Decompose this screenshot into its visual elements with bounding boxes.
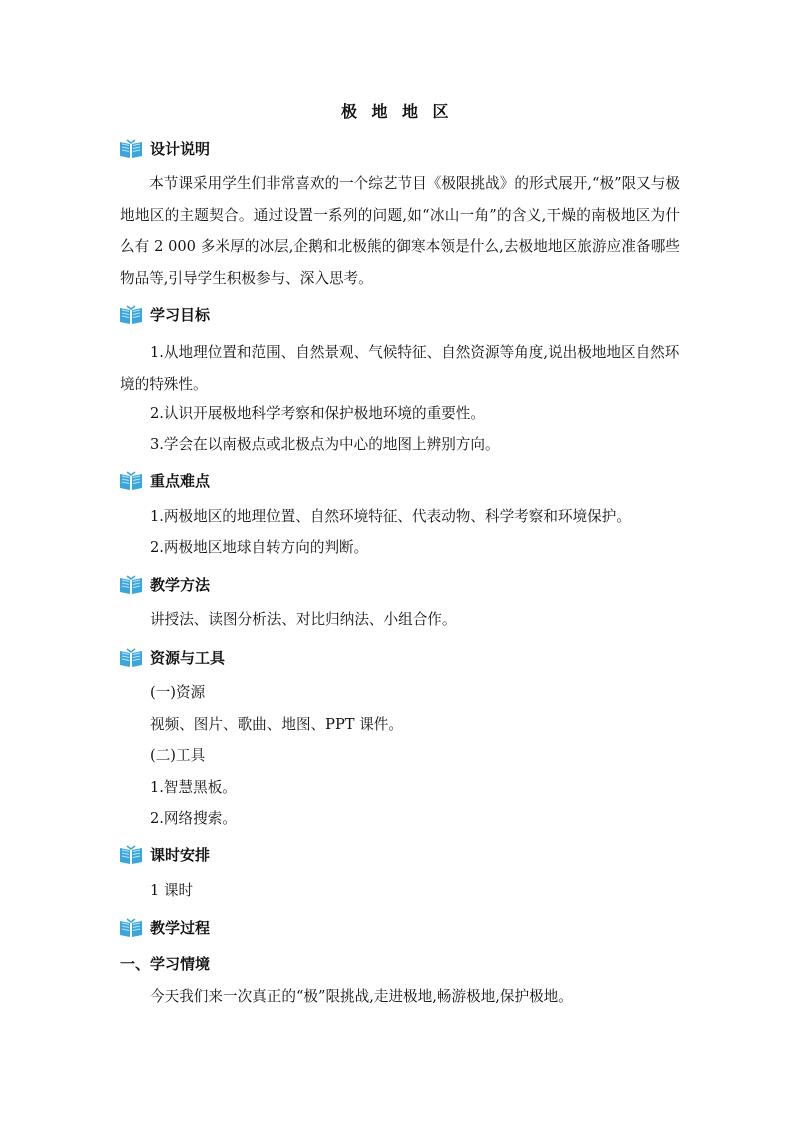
methods-text: 讲授法、读图分析法、对比归纳法、小组合作。	[150, 611, 457, 628]
open-book-icon	[119, 471, 143, 491]
process-subhead: 一、学习情境	[120, 955, 211, 973]
section-header-objectives	[119, 303, 210, 327]
key-point-2: 2.两极地区地球自转方向的判断。	[150, 539, 369, 556]
open-book-icon	[119, 305, 143, 325]
process-text: 今天我们来一次真正的“极”限挑战,走进极地,畅游极地,保护极地。	[150, 988, 573, 1005]
open-book-icon	[119, 845, 143, 865]
section-title: 教学方法	[150, 576, 211, 594]
section-title: 课时安排	[150, 846, 211, 864]
key-point-1: 1.两极地区的地理位置、自然环境特征、代表动物、科学考察和环境保护。	[150, 508, 631, 525]
section-header-schedule	[119, 843, 210, 867]
objective-item-3: 3.学会在以南极点或北极点为中心的地图上辨别方向。	[150, 436, 500, 453]
schedule-text: 1 课时	[150, 882, 194, 899]
document-title: 极 地 地 区	[340, 102, 454, 121]
resources-subhead-2: (二)工具	[150, 747, 206, 764]
open-book-icon	[119, 918, 143, 938]
resources-subhead-1: (一)资源	[150, 684, 206, 701]
objective-item-2: 2.认识开展极地科学考察和保护极地环境的重要性。	[150, 405, 485, 422]
section-header-design	[119, 137, 210, 161]
resources-text: 视频、图片、歌曲、地图、PPT 课件。	[150, 716, 403, 733]
tool-item-1: 1.智慧黑板。	[150, 779, 237, 796]
section-title: 资源与工具	[150, 649, 226, 667]
section-header-methods	[119, 573, 210, 597]
design-paragraph: 本节课采用学生们非常喜欢的一个综艺节目《极限挑战》的形式展开,“极”限又与极地地区的主题契合。通过设置一系列的问题,如“冰山一角”的含义,干燥的南极地区为什么有 2 000 多米厚的冰层,企鹅和北极熊的御寒本领是什么,去极地地区旅游应准备哪些物品等,引导学生积极参与、深入思考。	[120, 175, 680, 287]
open-book-icon	[119, 575, 143, 595]
section-header-resources	[119, 646, 225, 670]
section-header-process	[119, 916, 210, 940]
objective-item-1: 1.从地理位置和范围、自然景观、气候特征、自然资源等角度,说出极地地区自然环境的特殊性。	[120, 344, 680, 393]
tool-item-2: 2.网络搜索。	[150, 810, 237, 827]
section-header-key-points	[119, 469, 210, 493]
section-title: 设计说明	[150, 140, 211, 158]
open-book-icon	[119, 648, 143, 668]
section-title: 学习目标	[150, 306, 211, 324]
section-title: 教学过程	[150, 919, 211, 937]
open-book-icon	[119, 139, 143, 159]
section-title: 重点难点	[150, 472, 211, 490]
